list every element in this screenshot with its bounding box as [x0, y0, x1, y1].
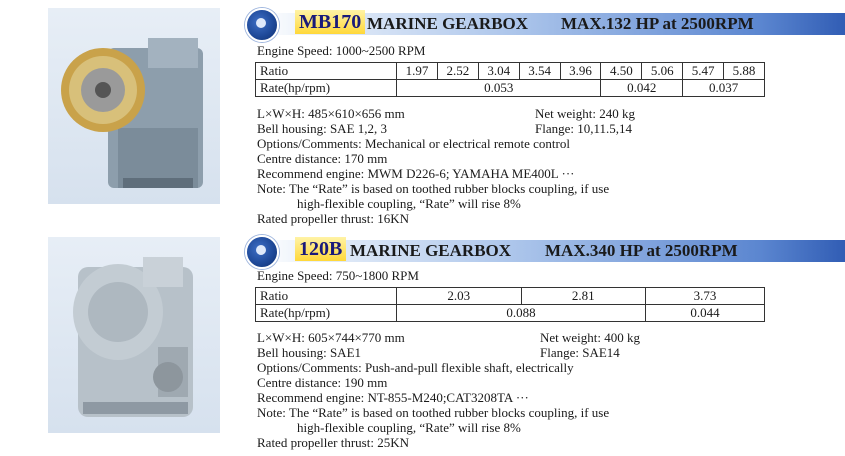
- product-banner: [245, 235, 845, 267]
- ratio-cell: 1.97: [397, 63, 438, 80]
- rate-label: Rate(hp/rpm): [256, 80, 397, 97]
- bell-housing: Bell housing: SAE 1,2, 3: [257, 121, 388, 136]
- ratio-cell: 2.03: [397, 288, 522, 305]
- ratio-cell: 4.50: [601, 63, 642, 80]
- net-weight: Net weight: 400 kg: [540, 330, 641, 345]
- ratio-cell: 5.47: [683, 63, 724, 80]
- gearbox-photo-120b: [48, 237, 220, 433]
- model-name: MB170: [295, 10, 365, 34]
- ratio-row: [256, 288, 765, 305]
- options-comments: Options/Comments: Push-and-pull flexible shaft, electrically: [257, 360, 574, 375]
- note-continued: high-flexible coupling, “Rate” will rise 8%: [297, 196, 521, 211]
- ratio-cell: 3.04: [478, 63, 519, 80]
- product-title: MARINE GEARBOX: [350, 241, 512, 260]
- note-continued: high-flexible coupling, “Rate” will rise 8%: [297, 420, 521, 435]
- dimensions: L×W×H: 605×744×770 mm: [257, 330, 405, 345]
- rate-cell: 0.042: [601, 80, 683, 97]
- ratio-cell: 3.73: [646, 288, 765, 305]
- note: Note: The “Rate” is based on toothed rubber blocks coupling, if use: [257, 405, 610, 420]
- ratio-label: Ratio: [256, 288, 397, 305]
- max-power: MAX.340 HP at 2500RPM: [545, 241, 738, 260]
- rate-cell: 0.044: [646, 305, 765, 322]
- flange: Flange: SAE14: [540, 345, 620, 360]
- rate-row: [256, 305, 765, 322]
- ratio-row: [256, 63, 765, 80]
- bullet-circle-icon: [245, 235, 279, 269]
- ratio-cell: 5.88: [724, 63, 765, 80]
- propeller-thrust: Rated propeller thrust: 16KN: [257, 211, 409, 226]
- product-banner: [245, 8, 845, 40]
- ratio-cell: 2.81: [521, 288, 646, 305]
- product-title: MARINE GEARBOX: [367, 14, 529, 33]
- ratio-table: [255, 287, 765, 322]
- bell-housing: Bell housing: SAE1: [257, 345, 362, 360]
- ratio-cell: 5.06: [642, 63, 683, 80]
- options-comments: Options/Comments: Mechanical or electrical remote control: [257, 136, 570, 151]
- ratio-cell: 2.52: [437, 63, 478, 80]
- rate-cell: 0.088: [397, 305, 646, 322]
- max-power: MAX.132 HP at 2500RPM: [561, 14, 754, 33]
- rate-row: [256, 80, 765, 97]
- gearbox-photo-mb170: [48, 8, 220, 204]
- rate-cell: 0.037: [683, 80, 765, 97]
- propeller-thrust: Rated propeller thrust: 25KN: [257, 435, 409, 450]
- centre-distance: Centre distance: 190 mm: [257, 375, 388, 390]
- flange: Flange: 10,11.5,14: [535, 121, 633, 136]
- rate-cell: 0.053: [397, 80, 601, 97]
- model-name: 120B: [295, 237, 346, 261]
- engine-speed: Engine Speed: 1000~2500 RPM: [257, 43, 426, 58]
- bullet-circle-icon: [245, 8, 279, 42]
- net-weight: Net weight: 240 kg: [535, 106, 636, 121]
- ratio-label: Ratio: [256, 63, 397, 80]
- centre-distance: Centre distance: 170 mm: [257, 151, 388, 166]
- product-section-mb170: [245, 8, 845, 226]
- ratio-cell: 3.54: [519, 63, 560, 80]
- ratio-table: [255, 62, 765, 97]
- recommend-engine: Recommend engine: NT-855-M240;CAT3208TA ···: [257, 390, 529, 405]
- rate-label: Rate(hp/rpm): [256, 305, 397, 322]
- product-section-120b: [245, 235, 845, 450]
- recommend-engine: Recommend engine: MWM D226-6; YAMAHA ME400L ···: [257, 166, 575, 181]
- note: Note: The “Rate” is based on toothed rubber blocks coupling, if use: [257, 181, 610, 196]
- ratio-cell: 3.96: [560, 63, 601, 80]
- engine-speed: Engine Speed: 750~1800 RPM: [257, 268, 419, 283]
- dimensions: L×W×H: 485×610×656 mm: [257, 106, 405, 121]
